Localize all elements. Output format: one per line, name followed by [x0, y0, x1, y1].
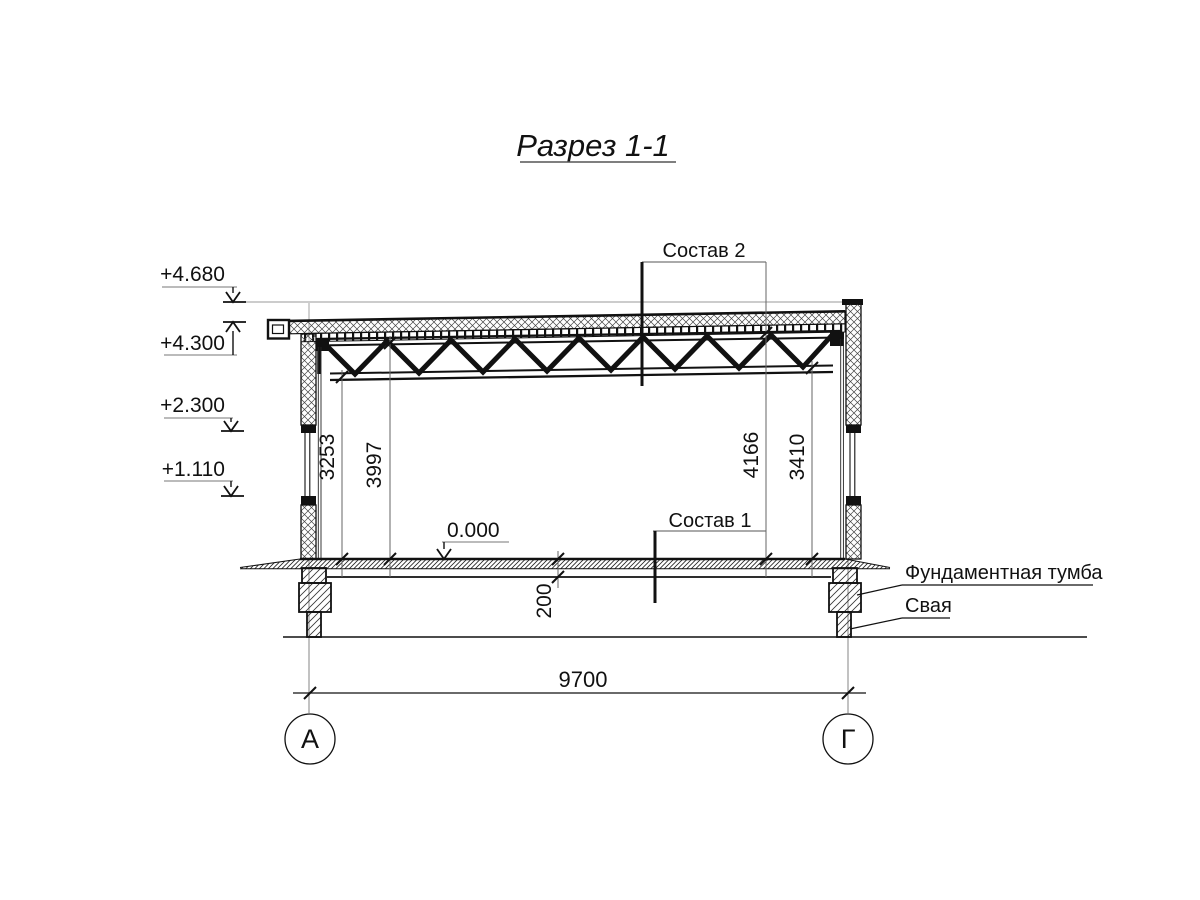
level-marks	[160, 263, 509, 559]
right-wall	[841, 299, 863, 559]
roof-assembly	[268, 311, 845, 342]
left-window-sill	[301, 496, 316, 505]
right-window-lintel	[846, 425, 861, 433]
right-foundation-pedestal	[829, 583, 861, 612]
right-wall-lower	[846, 505, 861, 559]
level-window-top-value: +2.300	[160, 394, 225, 417]
axis-right-letter: Г	[840, 724, 856, 754]
foundation-pedestal-callout	[857, 562, 1103, 595]
dim-slab-thickness: 200	[533, 583, 556, 619]
left-wall-upper	[301, 334, 316, 425]
level-mark-parapet	[160, 263, 246, 302]
level-mark-window-sill	[162, 458, 244, 496]
vertical-dimensions	[342, 262, 812, 588]
dim-span: 9700	[558, 667, 608, 692]
left-foundation-stub	[302, 568, 326, 583]
level-floor-value: 0.000	[447, 519, 500, 542]
right-foundation	[829, 568, 861, 637]
right-window-sill	[846, 496, 861, 505]
pile-callout	[850, 595, 952, 629]
level-arrow-up-icon	[226, 322, 240, 332]
right-pile	[837, 612, 851, 637]
eave-fascia-inner	[273, 325, 284, 334]
left-foundation-pedestal	[299, 583, 331, 612]
level-arrow-down-icon	[224, 421, 238, 431]
dim-truss-bottom-left: 3253	[316, 433, 339, 481]
level-parapet-value: +4.680	[160, 263, 225, 286]
right-wall-upper	[846, 304, 861, 425]
axis-lines	[246, 302, 848, 713]
floor-slab	[240, 559, 890, 577]
level-window-sill-value: +1.110	[161, 458, 225, 481]
level-arrow-down-icon	[226, 292, 240, 302]
level-arrow-down-icon	[224, 486, 238, 496]
truss-right-bearing	[830, 332, 844, 346]
foundation-pedestal-label: Фундаментная тумба	[905, 562, 1103, 584]
dim-truss-top-left: 3997	[363, 441, 386, 489]
level-mark-roof	[160, 322, 246, 355]
level-mark-window-top	[160, 394, 244, 431]
pile-label: Свая	[905, 595, 952, 617]
span-dimension	[293, 667, 866, 699]
left-wall-lower	[301, 505, 316, 559]
floor-composition-label: Состав 1	[668, 510, 752, 532]
floor-composition-callout	[653, 510, 766, 603]
dim-truss-top-right: 4166	[740, 431, 763, 479]
pile-leader	[850, 618, 902, 629]
left-window-lintel	[301, 425, 316, 433]
left-foundation	[299, 568, 331, 637]
level-roof-value: +4.300	[160, 332, 225, 355]
level-arrow-down-icon	[437, 549, 451, 559]
dim-truss-bottom-right: 3410	[786, 433, 809, 481]
right-foundation-stub	[833, 568, 857, 583]
level-mark-floor	[437, 519, 509, 559]
axis-left-letter: А	[300, 724, 320, 754]
title-block	[516, 128, 676, 163]
drawing-title: Разрез 1-1	[516, 128, 670, 163]
axis-bubbles	[285, 714, 873, 764]
left-pile	[307, 612, 321, 637]
foundation-pedestal-leader	[857, 585, 902, 595]
roof-composition-label: Состав 2	[662, 240, 746, 262]
